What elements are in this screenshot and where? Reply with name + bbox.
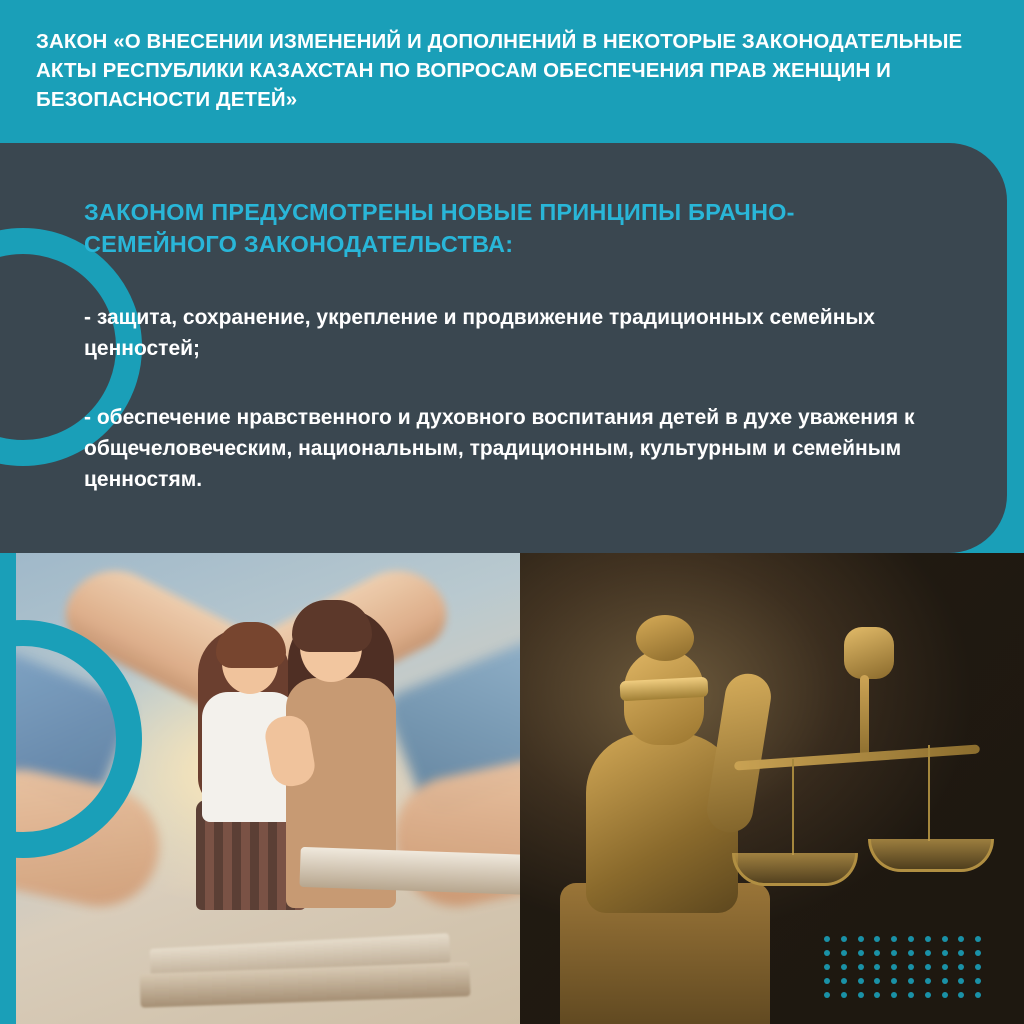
left-accent-strip	[0, 553, 16, 1024]
panel-heading: ЗАКОНОМ ПРЕДУСМОТРЕНЫ НОВЫЕ ПРИНЦИПЫ БРАЧНО-СЕМЕЙНОГО ЗАКОНОДАТЕЛЬСТВА:	[84, 199, 795, 258]
scale-beam	[734, 744, 980, 770]
statue-hair-bun	[636, 615, 694, 661]
scale-string	[928, 745, 930, 841]
child-hair	[216, 622, 286, 668]
scale-post	[860, 675, 869, 759]
scale-string	[792, 759, 794, 855]
dot-grid-decoration-icon	[824, 936, 984, 998]
scale-pan	[868, 839, 994, 872]
mother-hair	[292, 600, 372, 652]
bullet-item: - обеспечение нравственного и духовного воспитания детей в духе уважения к общечеловеческим, национальным, традиционным, культурным и семейным ценностям.	[84, 406, 915, 492]
header-band	[0, 0, 1024, 143]
bullet-item: - защита, сохранение, укрепление и продвижение традиционных семейных ценностей;	[84, 306, 875, 361]
page-title: ЗАКОН «О ВНЕСЕНИИ ИЗМЕНЕНИЙ И ДОПОЛНЕНИЙ В НЕКОТОРЫЕ ЗАКОНОДАТЕЛЬНЫЕ АКТЫ РЕСПУБЛИКИ КАЗАХСТАН ПО ВОПРОСАМ ОБЕСПЕЧЕНИЯ ПРАВ ЖЕНЩИН И БЕЗОПАСНОСТИ ДЕТЕЙ»	[36, 30, 963, 112]
scale-pan	[732, 853, 858, 886]
photo-strip	[0, 553, 1024, 1024]
statue-fist	[844, 627, 894, 679]
